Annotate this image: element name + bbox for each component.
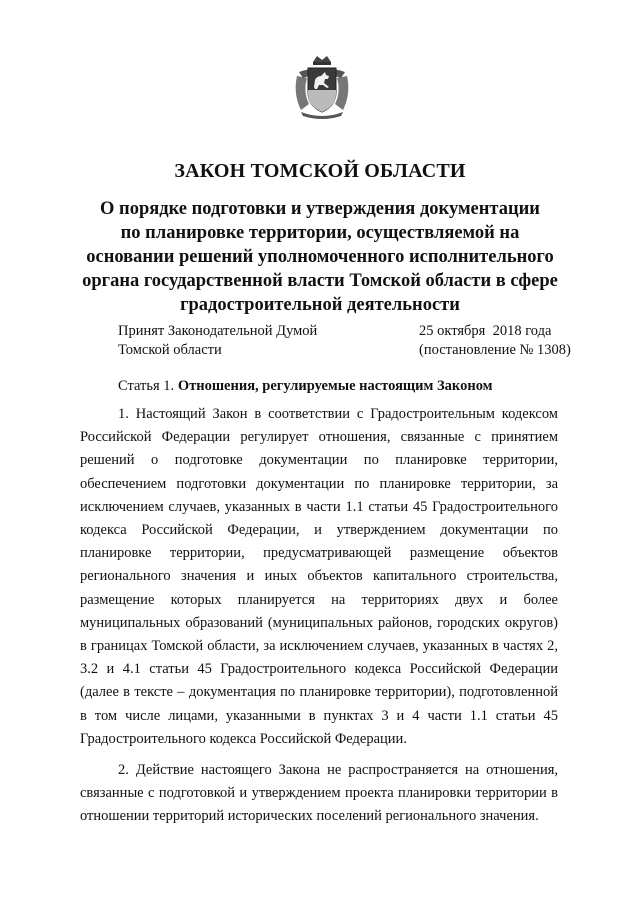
resolution-number: (постановление № 1308) bbox=[419, 342, 571, 358]
coat-of-arms-icon bbox=[291, 54, 353, 120]
law-subtitle bbox=[60, 197, 580, 317]
subtitle-line: градостроительной деятельности bbox=[180, 295, 460, 315]
law-title: ЗАКОН ТОМСКОЙ ОБЛАСТИ bbox=[174, 160, 466, 182]
adoption-date-block bbox=[419, 322, 571, 360]
article-body bbox=[80, 403, 558, 829]
paragraph: 2. Действие настоящего Закона не распространяется на отношения, связанные с подготовкой и утверждением проекта планировки территории в отношении территорий исторических поселений регионального значения. bbox=[80, 762, 558, 825]
paragraph: 1. Настоящий Закон в соответствии с Градостроительным кодексом Российской Федерации регулирует отношения, связанные с принятием решений о подготовке документации по планировке территории, обеспечением подготовки документации по планировке территории, за исключением случаев, указанных в части 1.1 статьи 45 Градостроительного кодекса Российской Федерации, и утверждением документации по планировке территории, предусматривающей размещение объектов регионального значения и иных объектов капитального строительства, размещение которых планируется на территориях двух и более муниципальных образований (муниципальных районов, городских округов) в границах Томской области, за исключением случаев, указанных в частях 2, 3.2 и 4.1 статьи 45 Градостроительного кодекса Российской Федерации (далее в тексте – документация по планировке территории), подготовленной в том числе лицами, указанными в пунктах 3 и 4 части 1.1 статьи 45 Градостроительного кодекса Российской Федерации. bbox=[80, 406, 558, 747]
adopted-by-line: Принят Законодательной Думой bbox=[118, 323, 318, 339]
adopted-by-line: Томской области bbox=[118, 342, 222, 358]
subtitle-line: О порядке подготовки и утверждения документации bbox=[100, 199, 540, 219]
adopted-by bbox=[118, 322, 317, 360]
subtitle-line: по планировке территории, осуществляемой на bbox=[120, 223, 520, 243]
article-heading bbox=[118, 378, 493, 395]
adoption-date: 25 октября 2018 года bbox=[419, 323, 552, 339]
article-number: Статья 1. bbox=[118, 378, 178, 394]
article-title: Отношения, регулируемые настоящим Законом bbox=[177, 378, 493, 394]
subtitle-line: органа государственной власти Томской области в сфере bbox=[82, 271, 558, 291]
subtitle-line: основании решений уполномоченного исполнительного bbox=[86, 247, 554, 267]
